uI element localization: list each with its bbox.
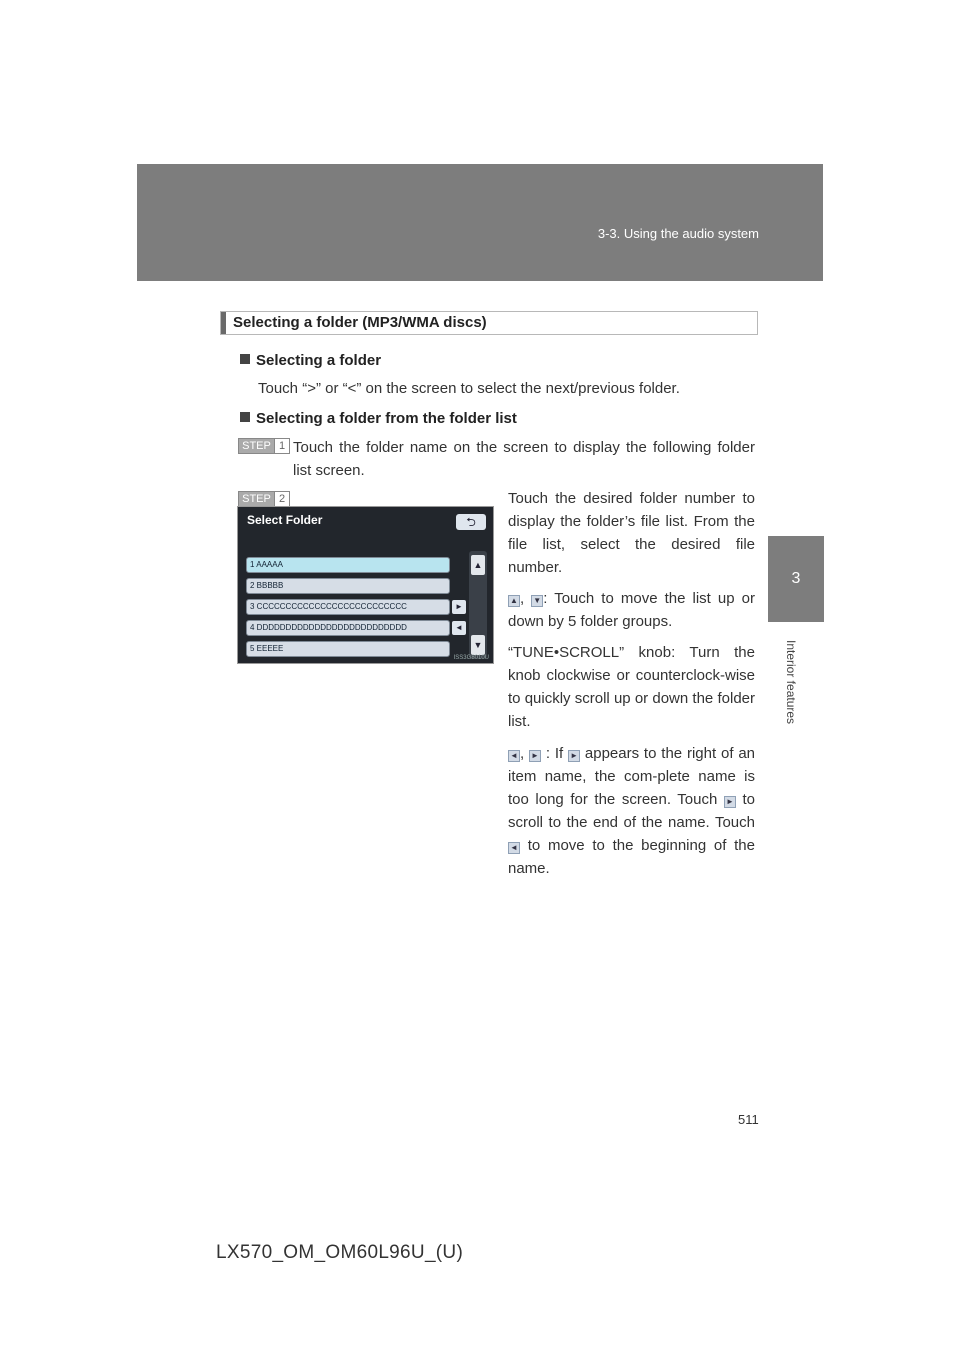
select-folder-screen [237, 506, 494, 664]
step-1-badge [238, 438, 290, 454]
step-2-text: Touch the desired folder number to display the folder’s file list. From the file list, select the desired file number. [508, 490, 755, 576]
bullet-square-icon [240, 412, 250, 422]
page-down-button[interactable]: ▼ [471, 635, 485, 655]
leftright-note [508, 742, 755, 880]
updown-note-text: : Touch to move the list up or down by 5 folder groups. [508, 590, 755, 630]
section-heading: Selecting a folder (MP3/WMA discs) [220, 311, 758, 335]
leftright-note-text: : If [545, 745, 564, 762]
step-number: 1 [274, 439, 289, 453]
folder-row-4[interactable]: 4 DDDDDDDDDDDDDDDDDDDDDDDDDD [246, 620, 450, 636]
page-down-icon: ▼ [531, 595, 543, 607]
leftright-note-text: appears to the right of an item name, the com-plete name is too long for the screen. Touch [508, 745, 756, 808]
header-band [137, 164, 823, 281]
scroll-right-icon: ► [724, 796, 736, 808]
step-word: STEP [239, 439, 274, 453]
leftright-note-text: to move to the beginning of the name. [508, 837, 755, 877]
subsection-text: Touch “>” or “<” on the screen to select the next/previous folder. [258, 380, 680, 397]
scroll-right-button[interactable]: ► [452, 600, 466, 614]
image-code: ISS3G8010U [453, 655, 489, 661]
step-2-badge [238, 491, 290, 507]
step-1-text: Touch the folder name on the screen to display the following folder list screen. [293, 439, 755, 479]
step-word: STEP [239, 492, 274, 506]
scroll-right-icon: ► [529, 750, 541, 762]
step-number: 2 [274, 492, 289, 506]
folder-row-3[interactable]: 3 CCCCCCCCCCCCCCCCCCCCCCCCCC [246, 599, 450, 615]
section-reference: 3-3. Using the audio system [597, 226, 759, 241]
scroll-right-icon: ► [568, 750, 580, 762]
page-up-icon: ▲ [508, 595, 520, 607]
page-up-button[interactable]: ▲ [471, 555, 485, 575]
scroll-left-icon: ◄ [508, 750, 520, 762]
updown-note [508, 587, 755, 633]
folder-row-1[interactable]: 1 AAAAA [246, 557, 450, 573]
scroll-left-icon: ◄ [508, 842, 520, 854]
subsection-title: Selecting a folder from the folder list [256, 410, 517, 427]
scroll-left-button[interactable]: ◄ [452, 621, 466, 635]
folder-row-5[interactable]: 5 EEEEE [246, 641, 450, 657]
subsection-title: Selecting a folder [256, 352, 382, 369]
separator: , [520, 745, 525, 762]
separator: , [520, 590, 525, 607]
subsection-heading-folder-list [240, 410, 517, 427]
chapter-label: Interior features [784, 640, 798, 725]
knob-note: “TUNE•SCROLL” knob: Turn the knob clockwise or counterclock-wise to quickly scroll up or down the folder list. [508, 644, 755, 730]
chapter-tab: 3 [768, 536, 824, 622]
document-code: LX570_OM_OM60L96U_(U) [216, 1242, 464, 1263]
folder-row-2[interactable]: 2 BBBBB [246, 578, 450, 594]
page-number: 511 [738, 1112, 759, 1127]
subsection-heading-select-folder [240, 352, 381, 369]
bullet-square-icon [240, 354, 250, 364]
leftright-note-text: to scroll to the end of the name. Touch [508, 791, 756, 831]
back-button[interactable]: ⮌ [456, 514, 486, 530]
screen-title: Select Folder [247, 513, 323, 527]
